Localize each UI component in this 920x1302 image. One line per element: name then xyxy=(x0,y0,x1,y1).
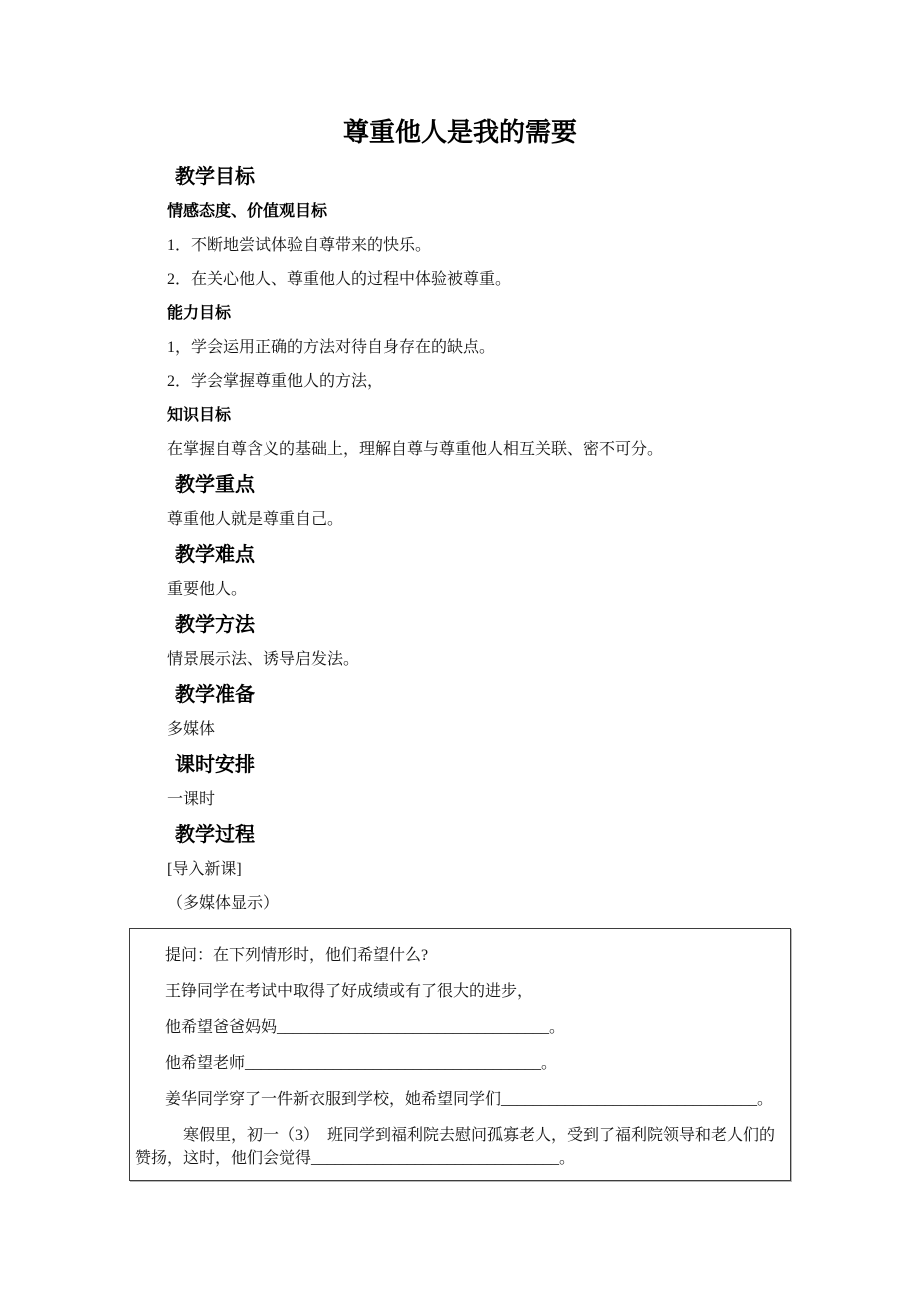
paragraph: 尊重他人就是尊重自己。 xyxy=(167,511,344,528)
sub-heading-knowledge-objectives: 知识目标 xyxy=(167,407,232,424)
section-heading-teaching-method: 教学方法 xyxy=(175,614,255,636)
section-heading-teaching-preparation: 教学准备 xyxy=(175,684,255,706)
paragraph-multimedia-display: （多媒体显示） xyxy=(167,895,280,912)
paragraph: 在掌握自尊含义的基础上，理解自尊与尊重他人相互关联、密不可分。 xyxy=(167,441,664,458)
box-paragraph: 寒假里，初一（3） 班同学到福利院去慰问孤寡老人，受到了福利院领导和老人们的 xyxy=(183,1127,776,1144)
paragraph: 一课时 xyxy=(167,791,216,808)
fill-in-blank-line: 他希望老师_____________________________________。 xyxy=(165,1055,558,1072)
paragraph: 2．学会掌握尊重他人的方法， xyxy=(167,373,384,390)
section-heading-teaching-process: 教学过程 xyxy=(175,824,255,846)
section-heading-teaching-objectives: 教学目标 xyxy=(175,166,255,188)
box-question-paragraph: 提问：在下列情形时，他们希望什么? xyxy=(165,947,429,964)
paragraph-lesson-intro: [导入新课] xyxy=(167,861,242,878)
paragraph: 1，学会运用正确的方法对待自身存在的缺点。 xyxy=(167,339,496,356)
section-heading-class-schedule: 课时安排 xyxy=(175,754,255,776)
sub-heading-affective-objectives: 情感态度、价值观目标 xyxy=(167,203,328,220)
fill-in-blank-line: 姜华同学穿了一件新衣服到学校，她希望同学们________________________________。 xyxy=(165,1091,774,1108)
fill-in-blank-line: 他希望爸爸妈妈__________________________________。 xyxy=(165,1019,566,1036)
paragraph: 1．不断地尝试体验自尊带来的快乐。 xyxy=(167,237,432,254)
box-paragraph: 王铮同学在考试中取得了好成绩或有了很大的进步， xyxy=(165,983,534,1000)
document-title: 尊重他人是我的需要 xyxy=(342,118,577,147)
paragraph: 多媒体 xyxy=(167,721,216,738)
paragraph: 重要他人。 xyxy=(167,581,248,598)
paragraph: 2．在关心他人、尊重他人的过程中体验被尊重。 xyxy=(167,271,512,288)
paragraph: 情景展示法、诱导启发法。 xyxy=(167,651,360,668)
sub-heading-ability-objectives: 能力目标 xyxy=(167,305,232,322)
multimedia-prompt-box xyxy=(129,928,791,1181)
fill-in-blank-line: 赞扬，这时，他们会觉得_______________________________。 xyxy=(135,1150,576,1167)
section-heading-teaching-difficulty: 教学难点 xyxy=(175,544,255,566)
section-heading-teaching-focus: 教学重点 xyxy=(175,474,255,496)
